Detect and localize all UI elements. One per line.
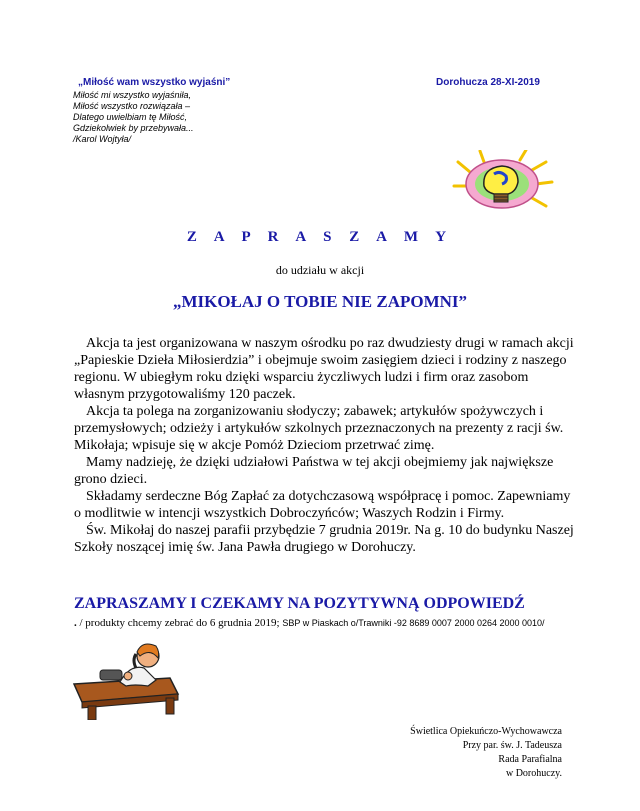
- person-on-phone-clipart-icon: [70, 640, 180, 720]
- heading-zapraszamy: Z A P R A S Z A M Y: [186, 229, 454, 245]
- poem-line: Dlatego uwielbiam tę Miłość,: [73, 112, 188, 122]
- signature-line: Świetlica Opiekuńczo-Wychowawcza: [410, 726, 562, 737]
- action-name: „MIKOŁAJ O TOBIE NIE ZAPOMNI”: [172, 292, 468, 311]
- bank-account: SBP w Piaskach o/Trawniki -92 8689 0007 2000 0264 2000 0010/: [282, 618, 545, 628]
- products-dot: .: [74, 617, 77, 629]
- products-note: [74, 616, 574, 630]
- motto-title: „Miłość wam wszystko wyjaśni”: [78, 77, 231, 88]
- lightbulb-clipart-icon: [452, 150, 562, 215]
- signature-line: Rada Parafialna: [498, 754, 562, 765]
- body-paragraph: Składamy serdeczne Bóg Zapłać za dotychczasową współpracę i pomoc. Zapewniamy o modlitwie w intencji wszystkich Dobroczyńców; Waszych Rodzin i Firmy.: [74, 489, 571, 521]
- invitation-line: ZAPRASZAMY I CZEKAMY NA POZYTYWNĄ ODPOWIEDŹ: [74, 595, 525, 612]
- body-text: [74, 335, 574, 556]
- body-paragraph: Mamy nadzieję, że dzięki udziałowi Państwa w tej akcji obejmiemy jak największe grono dzieci.: [74, 455, 554, 487]
- poem-line: Miłość wszystko rozwiązała –: [73, 101, 191, 111]
- signature-block: [410, 725, 562, 781]
- poem-author: /Karol Wojtyła/: [73, 134, 132, 144]
- signature-line: w Dorohuczy.: [505, 768, 562, 779]
- subheading: do udziału w akcji: [275, 263, 365, 277]
- body-paragraph: Akcja ta jest organizowana w naszym ośrodku po raz dwudziesty drugi w ramach akcji „Papieskie Dzieła Miłosierdzia” i obejmuje swoim zasięgiem dzieci i rodziny z naszego regionu. W ubiegłym roku dzięki wsparciu życzliwych ludzi i firm oraz zasobom własnym przygotowaliśmy 120 paczek.: [74, 336, 574, 402]
- poem-line: Miłość mi wszystko wyjaśniła,: [73, 90, 192, 100]
- products-text: / produkty chcemy zebrać do 6 grudnia 2019;: [76, 617, 283, 629]
- signature-line: Przy par. św. J. Tadeusza: [462, 740, 562, 751]
- poem-line: Gdziekolwiek by przebywała...: [73, 123, 194, 133]
- body-paragraph: Św. Mikołaj do naszej parafii przybędzie 7 grudnia 2019r. Na g. 10 do budynku Naszej Szkoły noszącej imię św. Jana Pawła drugiego w Dorohuczy.: [74, 523, 574, 555]
- document-date: Dorohucza 28-XI-2019: [436, 77, 540, 88]
- body-paragraph: Akcja ta polega na zorganizowaniu słodyczy; zabawek; artykułów spożywczych i przemysłowych; odzieży i artykułów szkolnych przeznaczonych na prezenty z racji św. Mikołaja; wpisuje się w akcje Pomóż Dzieciom przetrwać zimę.: [74, 404, 564, 453]
